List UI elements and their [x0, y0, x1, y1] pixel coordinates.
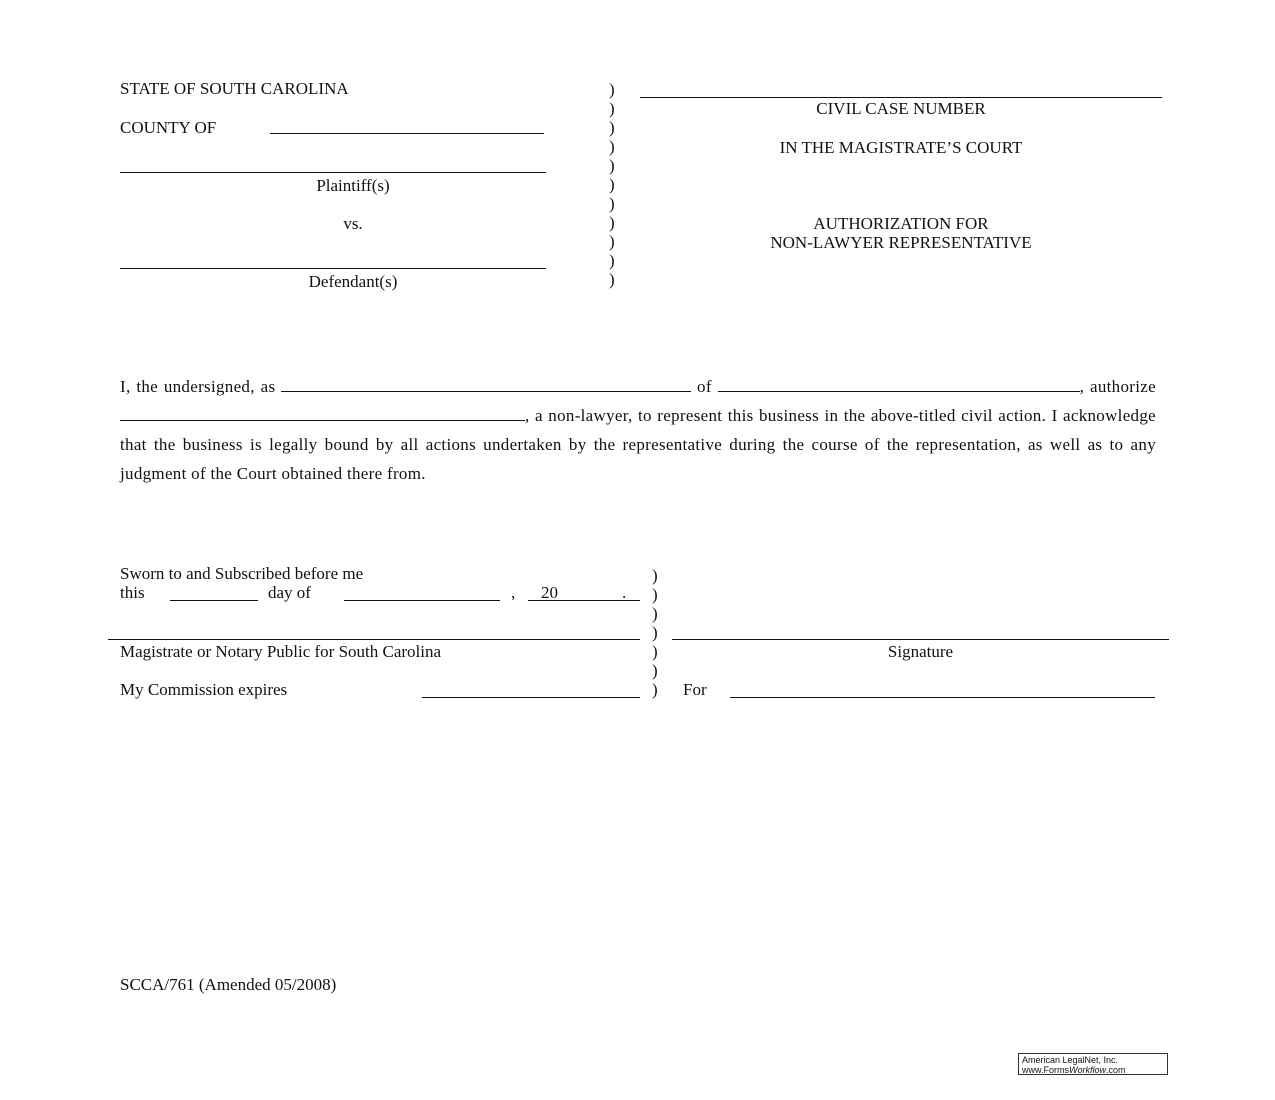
defendant-field[interactable] [120, 268, 546, 269]
publisher-badge [1018, 1053, 1168, 1075]
case-number-label: CIVIL CASE NUMBER [816, 99, 986, 118]
body-text-of: of [697, 377, 712, 396]
state-heading: STATE OF SOUTH CAROLINA [120, 79, 349, 98]
day-of-text: day of [268, 583, 311, 602]
paren: ) [652, 604, 658, 623]
comma-text: , [511, 583, 516, 602]
paren: ) [609, 175, 615, 194]
paren: ) [652, 680, 658, 699]
day-field[interactable] [170, 600, 258, 601]
commission-expiry-field[interactable] [422, 697, 640, 698]
authorization-paragraph [120, 372, 1156, 488]
paren: ) [652, 585, 658, 604]
paren: ) [609, 232, 615, 251]
county-label: COUNTY OF [120, 118, 217, 137]
defendant-label: Defendant(s) [308, 272, 398, 291]
court-name: IN THE MAGISTRATE’S COURT [779, 138, 1023, 157]
commission-label: My Commission expires [120, 680, 288, 699]
business-name-field[interactable] [718, 377, 1080, 392]
paren: ) [652, 642, 658, 661]
this-text: this [120, 583, 145, 602]
representative-name-field[interactable] [120, 406, 525, 421]
for-business-field[interactable] [730, 697, 1155, 698]
signature-field[interactable] [672, 639, 1169, 640]
paren: ) [609, 118, 615, 137]
publisher-url: www.FormsWorkflow.com [1022, 1065, 1126, 1075]
plaintiff-field[interactable] [120, 172, 546, 173]
paren: ) [609, 137, 615, 156]
paren: ) [652, 661, 658, 680]
paren: ) [652, 623, 658, 642]
document-title-line1: AUTHORIZATION FOR [813, 214, 989, 233]
officer-signature-field[interactable] [108, 639, 640, 640]
paren: ) [652, 566, 658, 585]
paren: ) [609, 80, 615, 99]
publisher-name: American LegalNet, Inc. [1022, 1055, 1119, 1065]
form-id: SCCA/761 (Amended 05/2008) [120, 975, 337, 994]
signature-label: Signature [887, 642, 954, 661]
officer-label: Magistrate or Notary Public for South Carolina [120, 642, 442, 661]
county-field[interactable] [270, 133, 544, 134]
paren: ) [609, 194, 615, 213]
for-label: For [683, 680, 707, 699]
capacity-field[interactable] [281, 377, 691, 392]
document-title-line2: NON-LAWYER REPRESENTATIVE [770, 233, 1032, 252]
paren: ) [609, 99, 615, 118]
body-text-undersigned: I, the undersigned, as [120, 377, 276, 396]
plaintiff-label: Plaintiff(s) [316, 176, 390, 195]
body-text-authorize: authorize [1090, 377, 1156, 396]
body-text-main: , a non-lawyer, to represent this business in the above-titled civil action. I acknowledge that the business is legally bound by all actions undertaken by the representative during the course of the representation, as well as to any judgment of the Court obtained there from. [120, 406, 1156, 483]
year-period: . [622, 583, 627, 602]
vs-label: vs. [343, 214, 363, 233]
sworn-text: Sworn to and Subscribed before me [120, 564, 364, 583]
paren: ) [609, 251, 615, 270]
month-field[interactable] [344, 600, 500, 601]
body-text-comma: , [1079, 377, 1085, 396]
year-prefix: 20 [541, 583, 558, 602]
case-number-field[interactable] [640, 97, 1162, 98]
paren: ) [609, 156, 615, 175]
paren: ) [609, 270, 615, 289]
paren: ) [609, 213, 615, 232]
